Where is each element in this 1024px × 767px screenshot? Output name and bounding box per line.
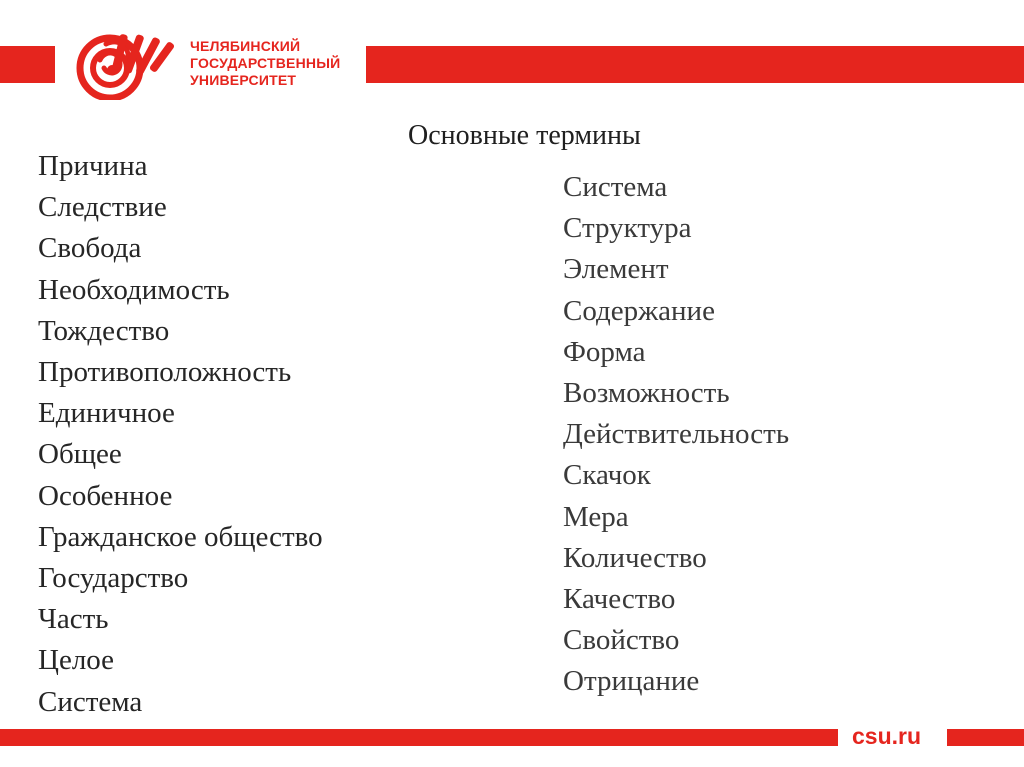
term-item: Количество	[563, 541, 707, 574]
term-item: Необходимость	[38, 273, 230, 306]
university-logo-icon	[76, 30, 182, 100]
right-terms-list	[563, 167, 789, 703]
term-item: Мера	[563, 500, 629, 533]
term-item: Система	[38, 685, 143, 718]
term-item: Содержание	[563, 294, 715, 327]
footer-band-left	[0, 729, 838, 746]
term-item: Следствие	[38, 191, 167, 224]
term-item: Целое	[38, 644, 115, 677]
university-name-line: ЧЕЛЯБИНСКИЙ	[190, 38, 301, 54]
slide-title: Основные термины	[408, 120, 641, 151]
term-item: Система	[563, 171, 668, 203]
term-item: Противоположность	[38, 356, 292, 389]
term-item: Отрицание	[563, 665, 700, 698]
term-item: Структура	[563, 212, 692, 245]
term-item: Гражданское общество	[38, 520, 323, 553]
term-item: Часть	[38, 603, 109, 636]
header-band-left	[0, 46, 55, 83]
term-item: Причина	[38, 150, 148, 182]
term-item: Свойство	[563, 624, 680, 657]
term-item: Элемент	[563, 253, 669, 286]
site-link[interactable]: csu.ru	[852, 723, 922, 749]
term-item: Действительность	[563, 418, 790, 451]
term-item: Возможность	[563, 377, 730, 410]
university-name-line: ГОСУДАРСТВЕННЫЙ	[190, 55, 341, 71]
term-item: Свобода	[38, 232, 142, 265]
term-item: Общее	[38, 438, 122, 471]
term-item: Особенное	[38, 479, 173, 512]
term-item: Тождество	[38, 314, 170, 347]
header-band-right	[366, 46, 1024, 83]
university-name-line: УНИВЕРСИТЕТ	[190, 72, 297, 88]
term-item: Форма	[563, 335, 646, 368]
footer-band-right	[947, 729, 1024, 746]
term-item: Качество	[563, 583, 676, 616]
term-item: Скачок	[563, 459, 651, 492]
term-item: Государство	[38, 562, 189, 595]
university-name	[190, 38, 340, 89]
left-terms-list	[38, 146, 323, 723]
term-item: Единичное	[38, 397, 175, 430]
